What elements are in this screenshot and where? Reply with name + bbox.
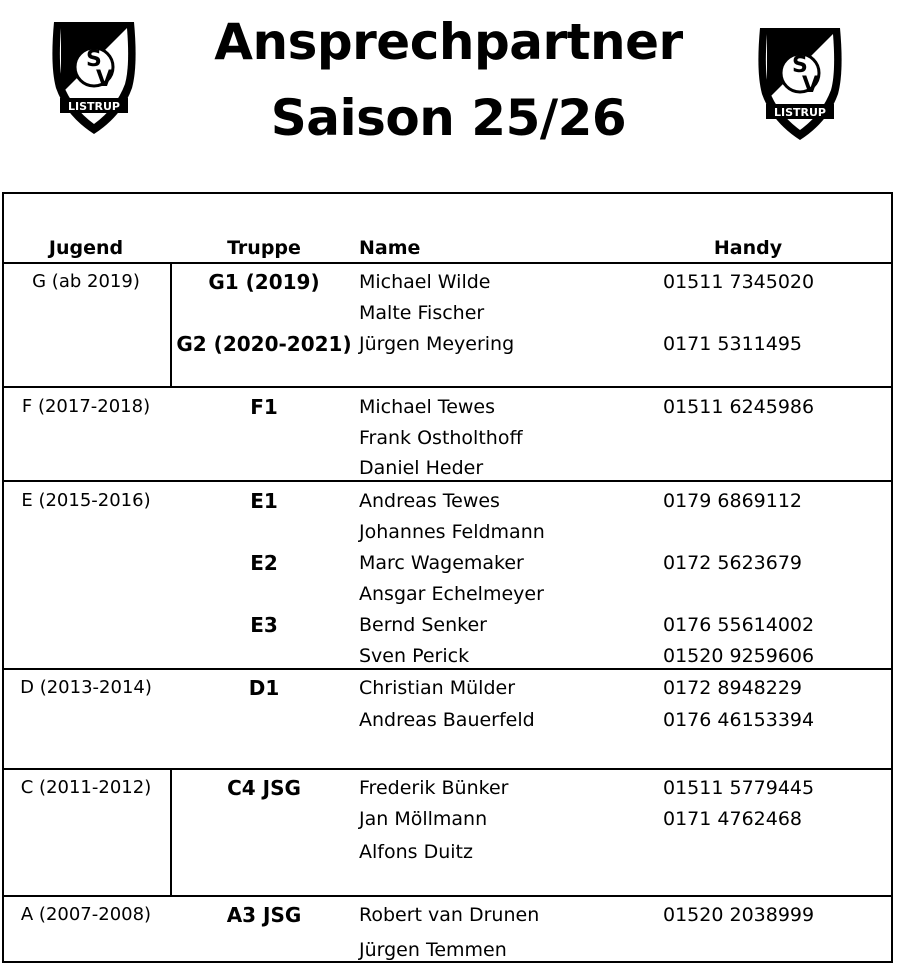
jugend-cell: C (2011-2012) [20, 777, 152, 798]
contact-name: Andreas Bauerfeld [359, 709, 535, 731]
contact-name: Bernd Senker [359, 614, 487, 636]
column-divider [170, 264, 172, 386]
contact-phone: 0172 8948229 [663, 677, 803, 699]
column-divider [170, 770, 172, 895]
contact-name: Michael Tewes [359, 396, 496, 418]
contact-phone: 01511 7345020 [663, 271, 815, 293]
contact-name: Frank Ostholthoff [359, 427, 523, 449]
page-subtitle: Saison 25/26 [270, 89, 627, 147]
contact-name: Sven Perick [359, 645, 470, 667]
page-title: Ansprechpartner [214, 13, 683, 71]
jugend-cell: F (2017-2018) [21, 396, 151, 417]
truppe-cell: F1 [250, 395, 278, 419]
group-divider [2, 768, 893, 770]
contact-phone: 0176 55614002 [663, 614, 815, 636]
contact-name: Johannes Feldmann [359, 521, 545, 543]
contact-name: Jan Möllmann [359, 808, 488, 830]
svg-text:S: S [86, 47, 102, 72]
contact-name: Michael Wilde [359, 271, 491, 293]
jugend-cell: G (ab 2019) [32, 271, 140, 292]
contact-phone: 0172 5623679 [663, 552, 803, 574]
truppe-cell: A3 JSG [226, 903, 302, 927]
contact-name: Daniel Heder [359, 457, 484, 479]
contact-phone: 0176 46153394 [663, 709, 815, 731]
svg-text:V: V [96, 67, 114, 92]
truppe-cell: C4 JSG [227, 776, 301, 800]
group-divider [2, 480, 893, 482]
truppe-cell: D1 [248, 676, 280, 700]
svg-text:V: V [802, 73, 820, 98]
contact-name: Andreas Tewes [359, 490, 500, 512]
svg-text:LISTRUP: LISTRUP [68, 100, 120, 113]
contact-phone: 0171 4762468 [663, 808, 803, 830]
group-divider [2, 386, 893, 388]
contact-phone: 01511 5779445 [663, 777, 815, 799]
truppe-cell: E3 [250, 613, 278, 637]
jugend-cell: D (2013-2014) [20, 677, 152, 698]
contact-name: Alfons Duitz [359, 841, 473, 863]
group-divider [2, 668, 893, 670]
club-logo-right [752, 18, 848, 142]
contact-name: Jürgen Meyering [359, 333, 515, 355]
contact-name: Christian Mülder [359, 677, 516, 699]
contact-name: Robert van Drunen [359, 904, 540, 926]
club-logo-left [46, 12, 142, 136]
truppe-cell: G1 (2019) [208, 270, 320, 294]
truppe-cell: E2 [250, 551, 278, 575]
svg-text:S: S [792, 53, 808, 78]
column-header-name: Name [359, 237, 421, 259]
header-divider [2, 262, 893, 264]
contact-name: Marc Wagemaker [359, 552, 524, 574]
truppe-cell: E1 [250, 489, 278, 513]
jugend-cell: E (2015-2016) [21, 490, 151, 511]
contact-name: Jürgen Temmen [359, 939, 507, 961]
contact-phone: 0171 5311495 [663, 333, 803, 355]
contact-phone: 01520 2038999 [663, 904, 815, 926]
contact-name: Frederik Bünker [359, 777, 509, 799]
column-header-handy: Handy [713, 237, 783, 259]
contact-phone: 01511 6245986 [663, 396, 815, 418]
svg-text:LISTRUP: LISTRUP [774, 106, 826, 119]
column-header-truppe: Truppe [227, 237, 301, 259]
group-divider [2, 895, 893, 897]
truppe-cell: G2 (2020-2021) [176, 332, 352, 356]
jugend-cell: A (2007-2008) [20, 904, 152, 925]
contact-phone: 0179 6869112 [663, 490, 803, 512]
contact-name: Ansgar Echelmeyer [359, 583, 544, 605]
contact-phone: 01520 9259606 [663, 645, 815, 667]
contact-name: Malte Fischer [359, 302, 485, 324]
column-header-jugend: Jugend [48, 237, 124, 259]
